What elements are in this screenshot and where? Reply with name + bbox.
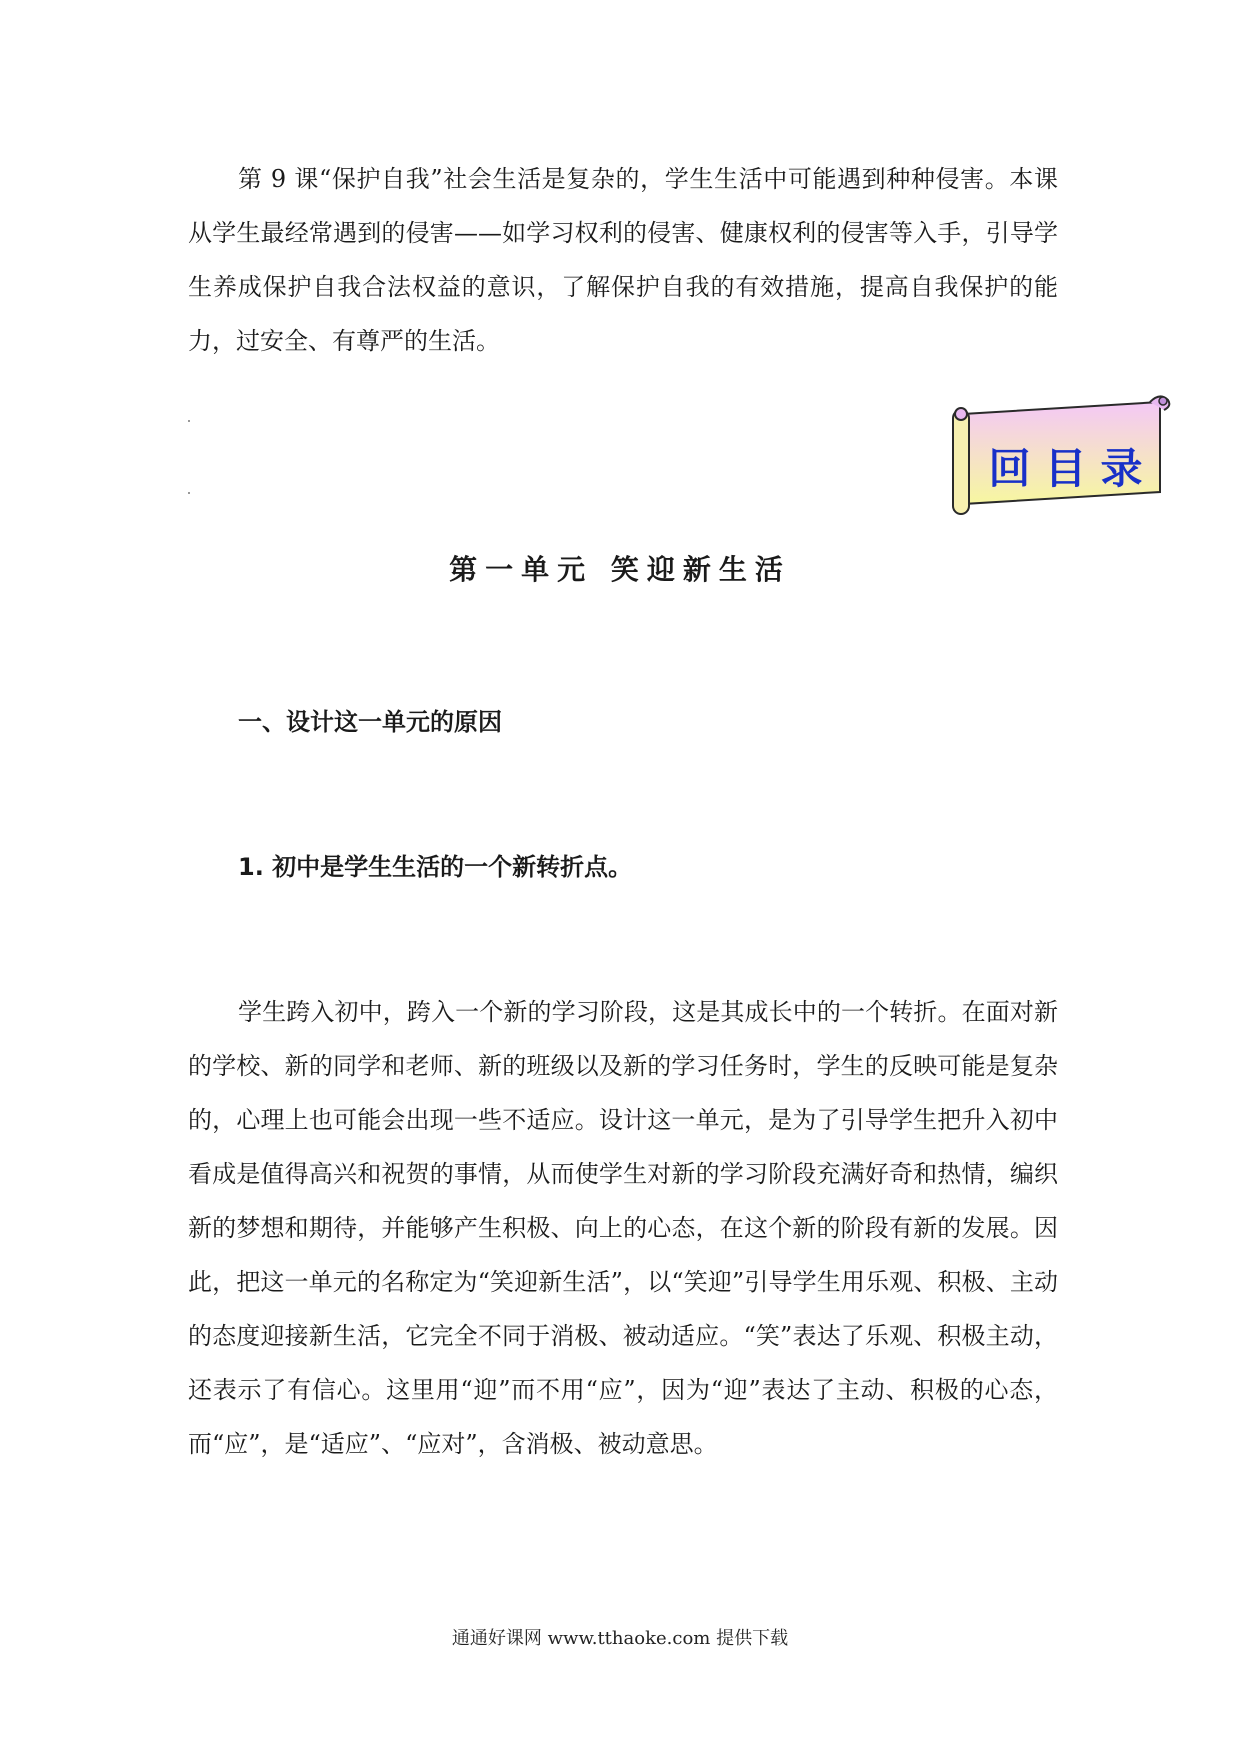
unit-title: 第一单元 笑迎新生活 [449,553,791,586]
stray-mark [188,492,190,494]
back-to-toc-button[interactable] [945,392,1175,522]
sub-heading: 1. 初中是学生生活的一个新转折点。 [238,853,633,881]
stray-mark [188,420,190,422]
intro-paragraph: 第 9 课“保护自我”社会生活是复杂的，学生生活中可能遇到种种侵害。本课从学生最经常遇到的侵害——如学习权利的侵害、健康权利的侵害等入手，引导学生养成保护自我合法权益的意识，了解保护自我的有效措施，提高自我保护的能力，过安全、有尊严的生活。 [188,165,1058,355]
body-paragraph: 学生跨入初中，跨入一个新的学习阶段，这是其成长中的一个转折。在面对新的学校、新的同学和老师、新的班级以及新的学习任务时，学生的反映可能是复杂的，心理上也可能会出现一些不适应。设计这一单元，是为了引导学生把升入初中看成是值得高兴和祝贺的事情，从而使学生对新的学习阶段充满好奇和热情，编织新的梦想和期待，并能够产生积极、向上的心态，在这个新的阶段有新的发展。因此，把这一单元的名称定为“笑迎新生活”，以“笑迎”引导学生用乐观、积极、主动的态度迎接新生活，它完全不同于消极、被动适应。“笑”表达了乐观、积极主动，还表示了有信心。这里用“迎”而不用“应”，因为“迎”表达了主动、积极的心态，而“应”，是“适应”、“应对”，含消极、被动意思。 [188,998,1058,1458]
back-to-toc-label: 回目录 [988,444,1157,493]
footer-source-text: 通通好课网 www.tthaoke.com 提供下载 [451,1628,789,1649]
section-heading: 一、设计这一单元的原因 [238,708,502,736]
